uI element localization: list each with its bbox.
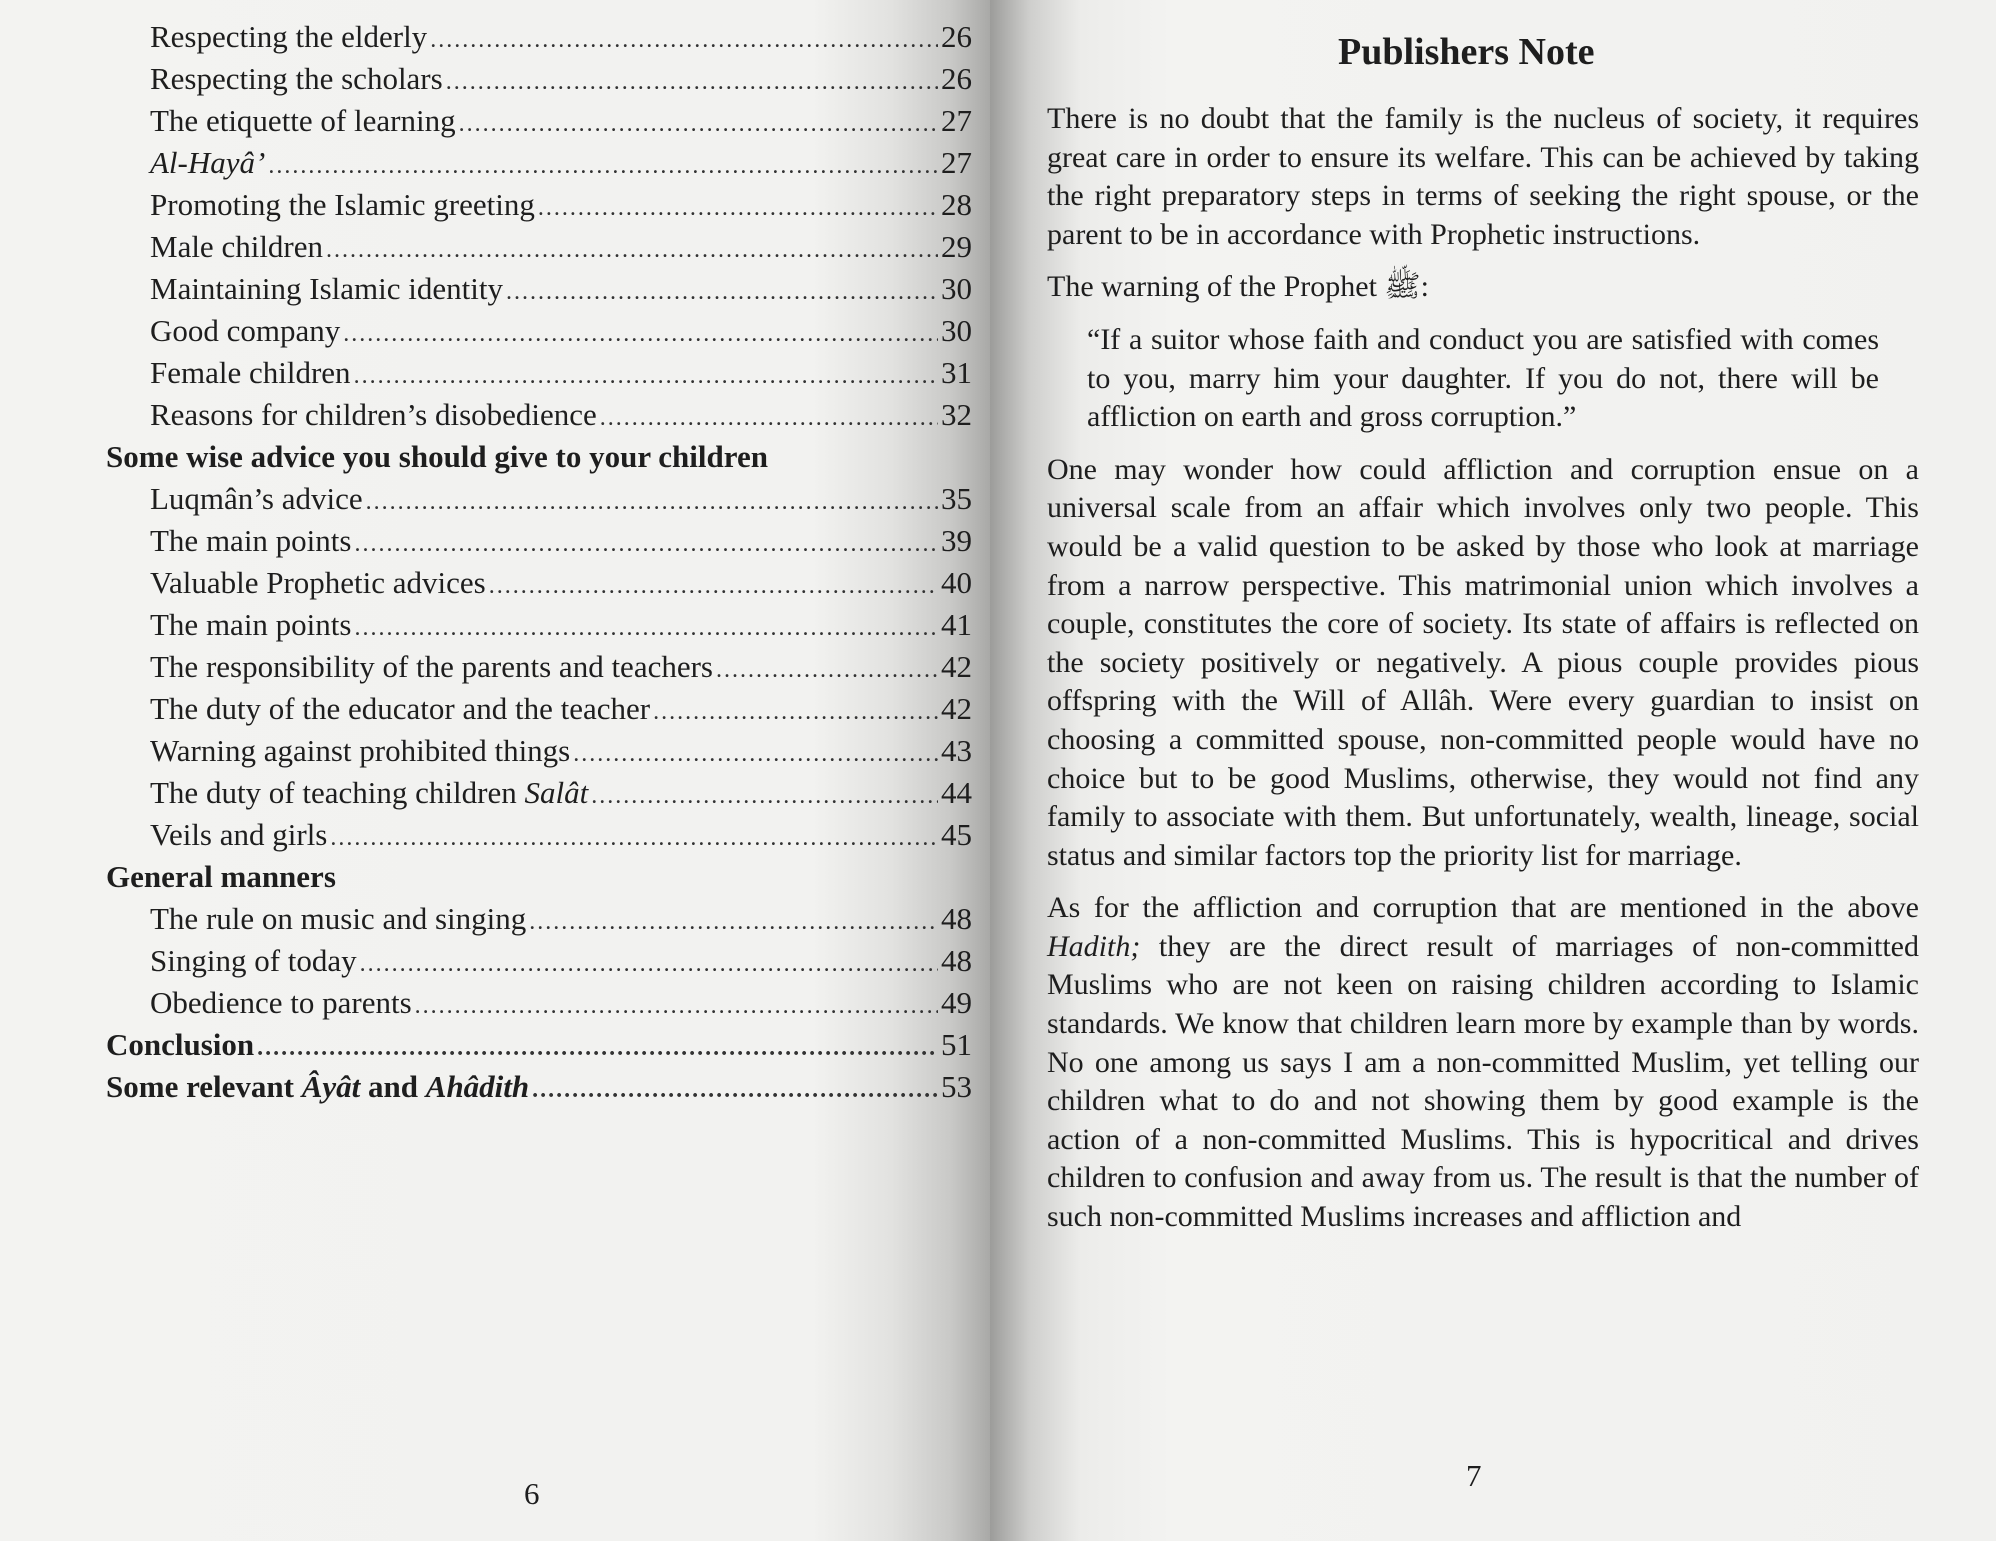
toc-entry-page: 35	[941, 481, 972, 516]
toc-entry	[106, 394, 972, 436]
toc-entry	[106, 562, 972, 604]
toc-leader-dots	[415, 985, 938, 1027]
toc-entry	[106, 226, 972, 268]
toc-entry	[106, 520, 972, 562]
toc-entry-label: Reasons for children’s disobedience	[150, 397, 597, 432]
toc-entry	[106, 982, 972, 1024]
toc-section-heading	[106, 856, 972, 898]
toc-heading-label: Conclusion	[106, 1027, 255, 1062]
toc-leader-dots	[538, 187, 938, 229]
toc-section-heading	[106, 436, 972, 478]
toc-entry-label: Promoting the Islamic greeting	[150, 187, 535, 222]
toc-entry	[106, 100, 972, 142]
toc-entry-page: 42	[941, 649, 972, 684]
toc-entry	[106, 940, 972, 982]
toc-leader-dots	[489, 565, 938, 607]
publishers-note-body	[1047, 100, 1919, 1251]
toc-leader-dots	[716, 649, 938, 691]
toc-entry-label: Valuable Prophetic advices	[150, 565, 486, 600]
toc-entry	[106, 142, 972, 184]
toc-leader-dots	[653, 691, 938, 733]
toc-entry	[106, 478, 972, 520]
toc-entry-label: The etiquette of learning	[150, 103, 456, 138]
toc-entry-page: 30	[941, 271, 972, 306]
toc-heading-entry	[106, 1066, 972, 1108]
toc-leader-dots	[360, 943, 938, 985]
toc-leader-dots	[573, 733, 938, 775]
toc-entry-page: 53	[941, 1069, 972, 1104]
toc-heading-label	[106, 1066, 529, 1108]
paragraph: There is no doubt that the family is the nucleus of society, it requires great care in order to ensure its welfare. This can be achieved by taking the right preparatory steps in terms of seeking the right spouse, or the parent to be in accordance with Prophetic instructions.	[1047, 102, 1919, 251]
toc-entry	[106, 898, 972, 940]
toc-entry	[106, 16, 972, 58]
toc-entry-page: 32	[941, 397, 972, 432]
paragraph	[1047, 889, 1919, 1236]
toc-entry-page: 51	[941, 1027, 972, 1062]
toc-entry-page: 26	[941, 19, 972, 54]
table-of-contents	[106, 16, 972, 1108]
toc-entry-label	[150, 772, 588, 814]
page-number-right: 7	[1466, 1458, 1482, 1493]
toc-entry-label: Respecting the scholars	[150, 61, 443, 96]
toc-entry-page: 29	[941, 229, 972, 264]
toc-entry-label: Al-Hayâ’	[150, 145, 266, 180]
toc-entry-label: The main points	[150, 607, 352, 642]
toc-leader-dots	[343, 313, 938, 355]
paragraph-italic: Hadith;	[1047, 929, 1141, 963]
toc-entry	[106, 688, 972, 730]
toc-heading-italic-2: Ahâdith	[425, 1069, 530, 1104]
toc-entry-page: 27	[941, 145, 972, 180]
page-number-left: 6	[524, 1476, 540, 1511]
toc-entry-page: 42	[941, 691, 972, 726]
toc-leader-dots	[600, 397, 938, 439]
paragraph: One may wonder how could affliction and corruption ensue on a universal scale from an affair which involves only two people. This would be a valid question to be asked by those who look at marriage from a narrow perspective. This matrimonial union which involves a couple, constitutes the core of society. Its state of affairs is reflected on the society positively or negatively. A pious couple provides pious offspring with the Will of Allâh. Were every guardian to insist on choosing a committed spouse, non-committed people would have no choice but to be good Muslims, otherwise, they would not find any family to associate with them. But unfortunately, wealth, lineage, social status and similar factors top the priority list for marriage.	[1047, 452, 1919, 872]
toc-heading-text-mid: and	[360, 1069, 426, 1104]
toc-entry-page: 48	[941, 943, 972, 978]
toc-entry-label: The duty of the educator and the teacher	[150, 691, 651, 726]
toc-entry-label: Respecting the elderly	[150, 19, 428, 54]
toc-entry-page: 31	[941, 355, 972, 390]
toc-entry-page: 26	[941, 61, 972, 96]
toc-entry-label: The main points	[150, 523, 352, 558]
paragraph: The warning of the Prophet ﷺ:	[1047, 270, 1430, 304]
toc-leader-dots	[532, 1069, 938, 1111]
toc-leader-dots	[446, 61, 938, 103]
toc-entry-label: Obedience to parents	[150, 985, 412, 1020]
toc-entry-label: The rule on music and singing	[150, 901, 527, 936]
toc-entry-page: 49	[941, 985, 972, 1020]
toc-entry-page: 30	[941, 313, 972, 348]
toc-entry	[106, 604, 972, 646]
toc-entry-page: 27	[941, 103, 972, 138]
toc-leader-dots	[268, 145, 938, 187]
toc-entry	[106, 268, 972, 310]
toc-heading-text: Some relevant	[106, 1069, 302, 1104]
toc-entry	[106, 184, 972, 226]
toc-entry-label: Veils and girls	[150, 817, 328, 852]
toc-entry	[106, 352, 972, 394]
toc-entry-page: 45	[941, 817, 972, 852]
toc-entry-page: 28	[941, 187, 972, 222]
toc-entry	[106, 646, 972, 688]
paragraph-text-end: they are the direct result of marriages of non-committed Muslims who are not keen on raising children according to Islamic standards. We know that children learn more by example than by words. No one among us says I am a non-committed Muslim, yet telling our children what to do and not showing them by good example is the action of a non-committed Muslims. This is hypocritical and drives children to confusion and away from us. The result is that the number of such non-committed Muslims increases and affliction and	[1047, 929, 1919, 1234]
toc-leader-dots	[354, 607, 938, 649]
toc-leader-dots	[257, 1027, 938, 1069]
toc-leader-dots	[366, 481, 938, 523]
toc-entry-label: Luqmân’s advice	[150, 481, 363, 516]
toc-leader-dots	[354, 355, 938, 397]
toc-entry	[106, 310, 972, 352]
toc-entry-page: 41	[941, 607, 972, 642]
toc-entry-label: Singing of today	[150, 943, 357, 978]
toc-entry-label-italic: Salât	[524, 775, 589, 810]
hadith-quote: “If a suitor whose faith and conduct you are satisfied with comes to you, marry him your daughter. If you do not, there will be affliction on earth and gross corruption.”	[1087, 322, 1879, 434]
toc-entry-page: 48	[941, 901, 972, 936]
toc-leader-dots	[529, 901, 938, 943]
toc-leader-dots	[459, 103, 938, 145]
toc-leader-dots	[330, 817, 938, 859]
toc-entry-page: 39	[941, 523, 972, 558]
toc-entry	[106, 730, 972, 772]
toc-heading-label: Some wise advice you should give to your children	[106, 439, 768, 474]
toc-heading-italic: Âyât	[301, 1069, 361, 1104]
toc-heading-entry	[106, 1024, 972, 1066]
toc-entry-label: Maintaining Islamic identity	[150, 271, 503, 306]
toc-leader-dots	[326, 229, 938, 271]
toc-entry-page: 40	[941, 565, 972, 600]
toc-entry	[106, 58, 972, 100]
toc-entry	[106, 772, 972, 814]
left-page	[0, 0, 990, 1541]
toc-heading-label: General manners	[106, 859, 336, 894]
toc-entry-label: Warning against prohibited things	[150, 733, 571, 768]
toc-entry-label-text: The duty of teaching children	[150, 775, 525, 810]
toc-leader-dots	[430, 19, 938, 61]
toc-entry	[106, 814, 972, 856]
toc-entry-page: 44	[941, 775, 972, 810]
toc-entry-label: Good company	[150, 313, 341, 348]
toc-entry-label: The responsibility of the parents and teachers	[150, 649, 713, 684]
toc-leader-dots	[591, 775, 938, 817]
page-title: Publishers Note	[1338, 31, 1595, 73]
toc-entry-label: Female children	[150, 355, 351, 390]
toc-leader-dots	[354, 523, 938, 565]
paragraph-text: As for the affliction and corruption that are mentioned in the above	[1047, 891, 1919, 925]
toc-leader-dots	[506, 271, 938, 313]
toc-entry-page: 43	[941, 733, 972, 768]
toc-entry-label: Male children	[150, 229, 324, 264]
